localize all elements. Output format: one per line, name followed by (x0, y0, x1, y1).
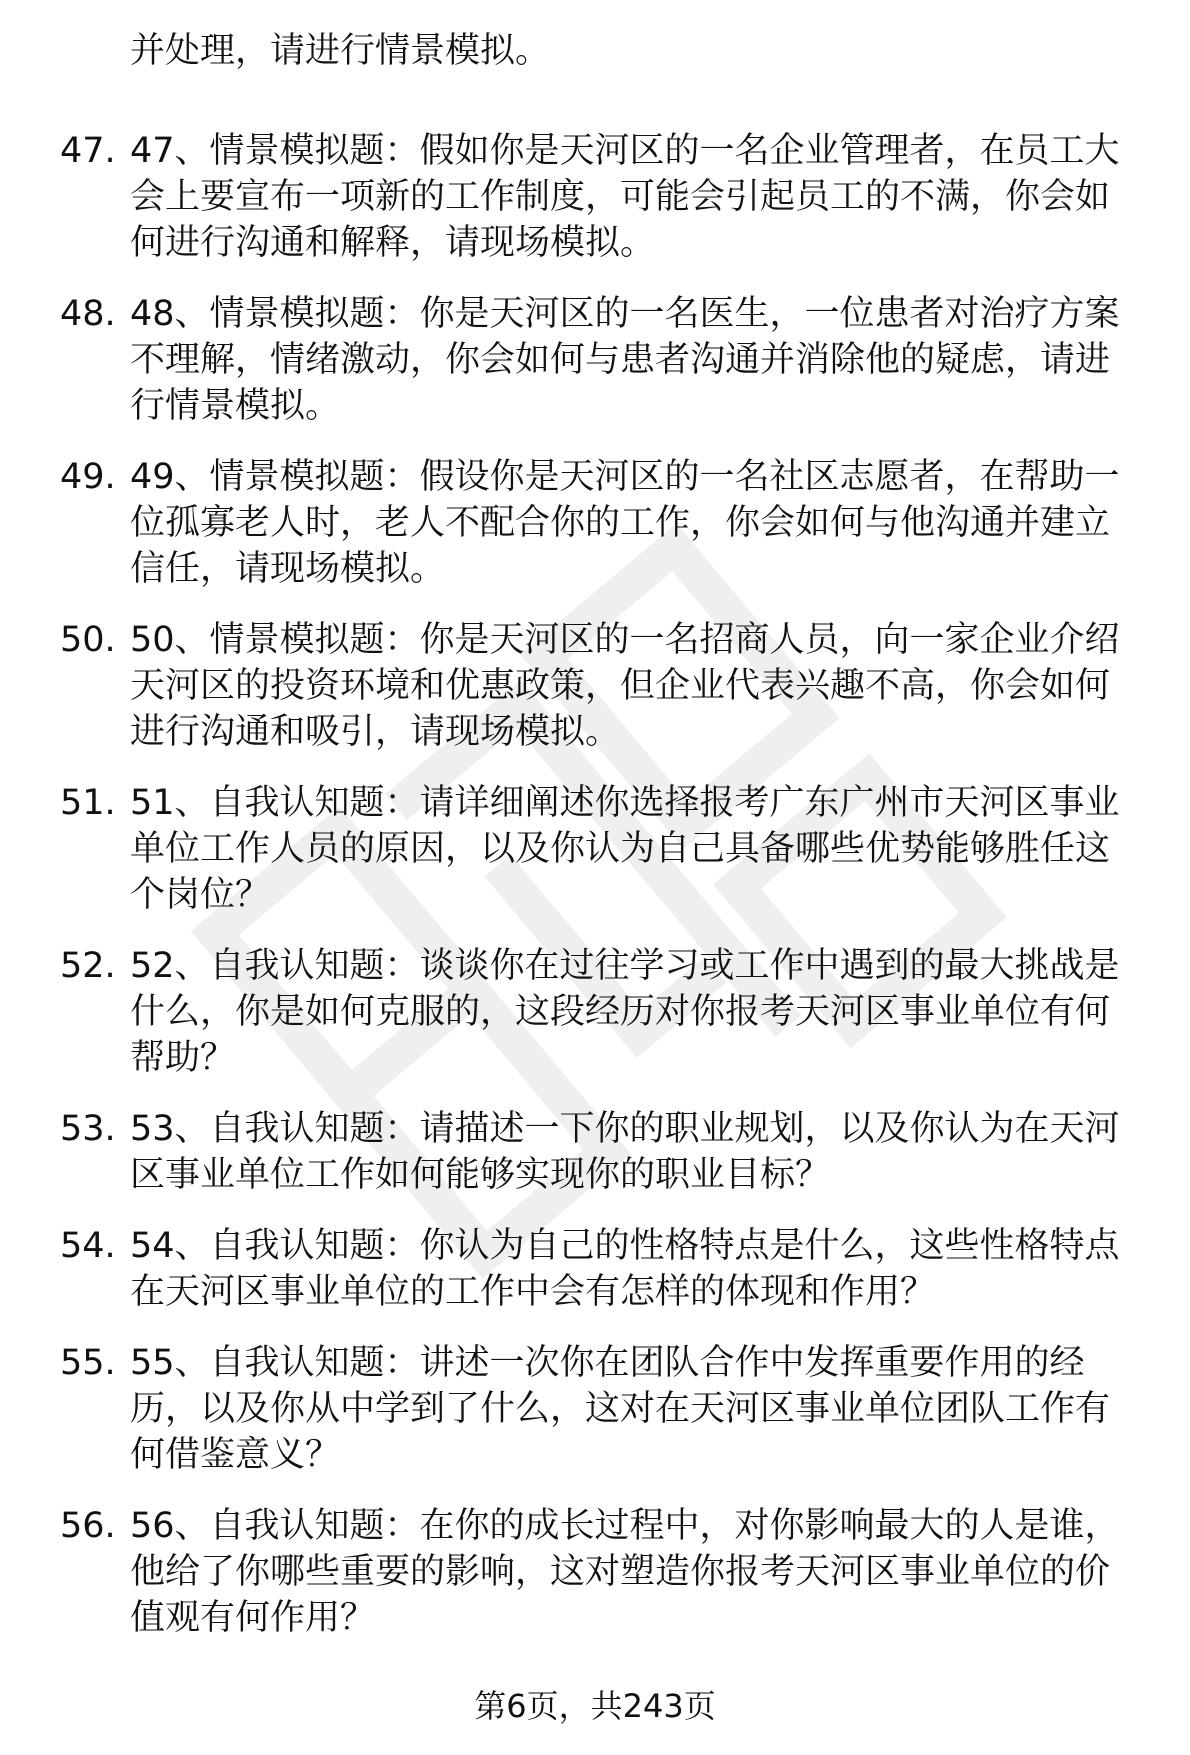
question-list (0, 128, 1190, 1666)
question-item-49 (0, 454, 1190, 592)
question-text: 48、情景模拟题：你是天河区的一名医生，一位患者对治疗方案不理解，情绪激动，你会如何与患者沟通并消除他的疑虑，请进行情景模拟。 (130, 294, 1120, 426)
question-item-52 (0, 943, 1190, 1081)
question-text: 47、情景模拟题：假如你是天河区的一名企业管理者，在员工大会上要宣布一项新的工作制度，可能会引起员工的不满，你会如何进行沟通和解释，请现场模拟。 (130, 131, 1120, 263)
question-text: 54、自我认知题：你认为自己的性格特点是什么，这些性格特点在天河区事业单位的工作中会有怎样的体现和作用？ (130, 1226, 1120, 1312)
question-number: 49. (60, 457, 116, 497)
question-text: 49、情景模拟题：假设你是天河区的一名社区志愿者，在帮助一位孤寡老人时，老人不配合你的工作，你会如何与他沟通并建立信任，请现场模拟。 (130, 457, 1120, 589)
question-text: 51、自我认知题：请详细阐述你选择报考广东广州市天河区事业单位工作人员的原因，以及你认为自己具备哪些优势能够胜任这个岗位？ (130, 783, 1120, 915)
page-footer: 第6页，共243页 (474, 1687, 716, 1725)
question-text: 55、自我认知题：讲述一次你在团队合作中发挥重要作用的经历，以及你从中学到了什么，这对在天河区事业单位团队工作有何借鉴意义？ (130, 1343, 1111, 1475)
question-text: 50、情景模拟题：你是天河区的一名招商人员，向一家企业介绍天河区的投资环境和优惠政策，但企业代表兴趣不高，你会如何进行沟通和吸引，请现场模拟。 (130, 620, 1120, 752)
question-item-50 (0, 617, 1190, 755)
continuation-text: 并处理，请进行情景模拟。 (130, 31, 551, 71)
question-item-55 (0, 1340, 1190, 1478)
question-number: 52. (60, 946, 116, 986)
question-item-47 (0, 128, 1190, 266)
question-text: 56、自我认知题：在你的成长过程中，对你影响最大的人是谁，他给了你哪些重要的影响，这对塑造你报考天河区事业单位的价值观有何作用？ (130, 1506, 1120, 1638)
question-number: 54. (60, 1226, 116, 1266)
question-item-51 (0, 780, 1190, 918)
question-number: 53. (60, 1109, 116, 1149)
question-text: 53、自我认知题：请描述一下你的职业规划，以及你认为在天河区事业单位工作如何能够实现你的职业目标？ (130, 1109, 1120, 1195)
question-number: 51. (60, 783, 116, 823)
question-item-53 (0, 1106, 1190, 1198)
question-text: 52、自我认知题：谈谈你在过往学习或工作中遇到的最大挑战是什么，你是如何克服的，这段经历对你报考天河区事业单位有何帮助？ (130, 946, 1120, 1078)
question-item-56 (0, 1503, 1190, 1641)
question-number: 48. (60, 294, 116, 334)
question-number: 47. (60, 131, 116, 171)
question-item-48 (0, 291, 1190, 429)
question-item-54 (0, 1223, 1190, 1315)
question-number: 56. (60, 1506, 116, 1546)
question-number: 55. (60, 1343, 116, 1383)
question-number: 50. (60, 620, 116, 660)
